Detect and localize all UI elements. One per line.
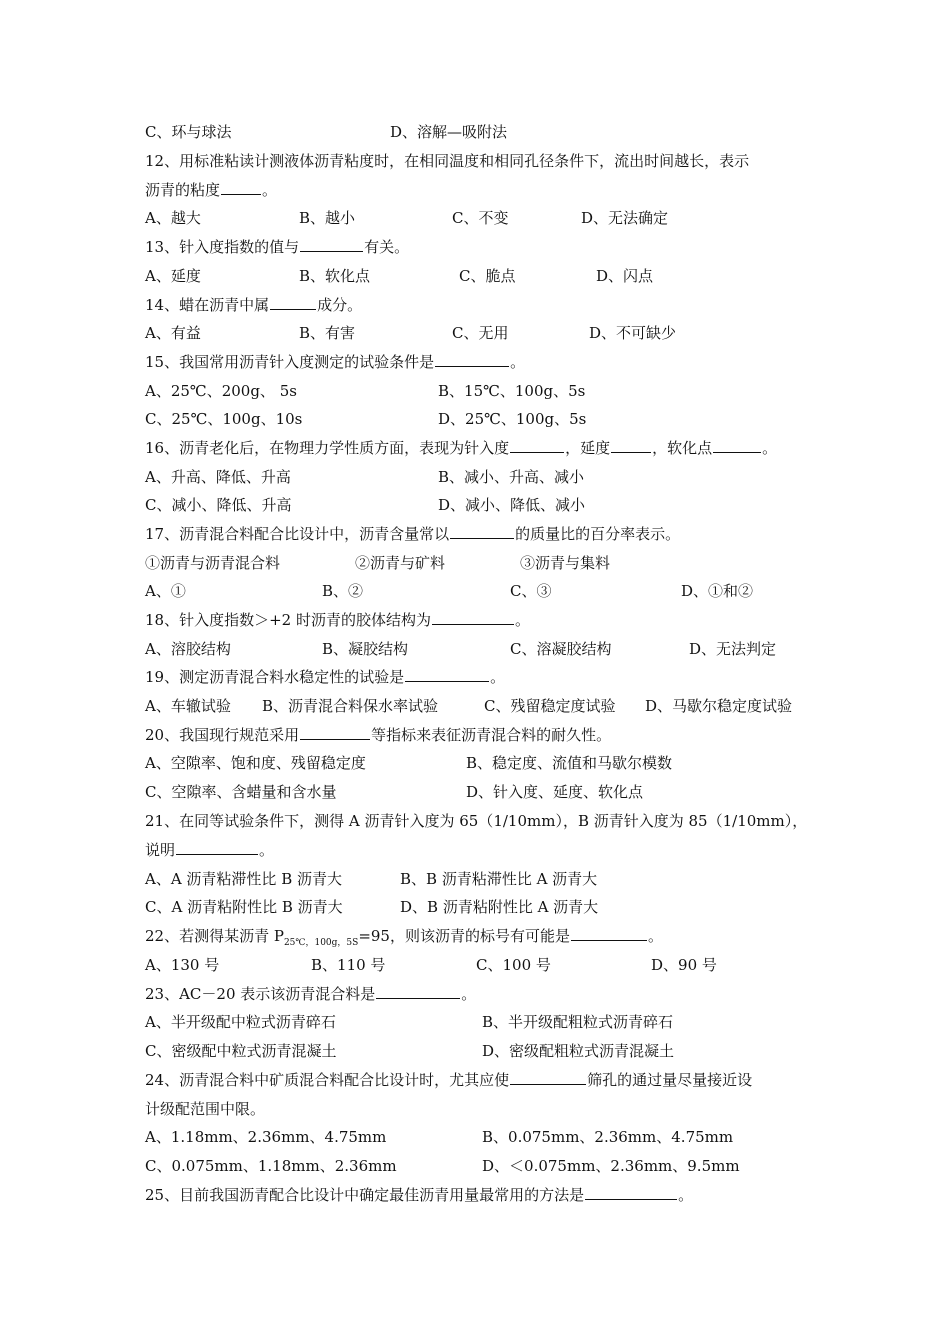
- answer-blank: [176, 840, 258, 855]
- option-q13-c: C、脆点: [459, 267, 516, 285]
- option-q14-b: B、有害: [299, 324, 356, 342]
- option-q16-d: D、减小、降低、减小: [438, 496, 586, 514]
- question-24-cont: 计级配范围中限。: [145, 1100, 266, 1118]
- question-text: 20、我国现行规范采用: [145, 726, 300, 744]
- option-q22-b: B、110 号: [311, 956, 386, 974]
- question-text: 22、若测得某沥青 P: [145, 927, 284, 945]
- question-text: 13、针入度指数的值与: [145, 238, 300, 256]
- option-q21-a: A、A 沥青粘滞性比 B 沥青大: [145, 870, 342, 888]
- question-25: [145, 1185, 693, 1205]
- option-q22-c: C、100 号: [476, 956, 551, 974]
- question-14: [145, 295, 362, 315]
- answer-blank: [300, 725, 370, 740]
- option-q16-b: B、减小、升高、减小: [438, 468, 585, 486]
- option-q15-b: B、15℃、100g、5s: [438, 382, 586, 400]
- option-q21-b: B、B 沥青粘滞性比 A 沥青大: [400, 870, 598, 888]
- question-text: 。: [490, 668, 506, 686]
- option-q16-a: A、升高、降低、升高: [145, 468, 291, 486]
- option-q14-d: D、不可缺少: [589, 324, 677, 342]
- option-q14-a: A、有益: [145, 324, 201, 342]
- option-q11-c: C、环与球法: [145, 123, 232, 141]
- question-text: 15、我国常用沥青针入度测定的试验条件是: [145, 353, 435, 371]
- option-q24-a: A、1.18mm、2.36mm、4.75mm: [145, 1128, 387, 1146]
- option-q13-b: B、软化点: [299, 267, 371, 285]
- option-q18-a: A、溶胶结构: [145, 640, 231, 658]
- option-q12-a: A、越大: [145, 209, 201, 227]
- question-21-cont: [145, 840, 274, 860]
- question-text: 23、AC－20 表示该沥青混合料是: [145, 985, 376, 1003]
- question-text: ，软化点: [652, 439, 713, 457]
- answer-blank: [450, 524, 514, 539]
- question-text: 17、沥青混合料配合比设计中，沥青含量常以: [145, 525, 450, 543]
- question-text: 的质量比的百分率表示。: [515, 525, 681, 543]
- question-text: 有关。: [364, 238, 410, 256]
- option-q24-d: D、＜0.075mm、2.36mm、9.5mm: [482, 1157, 740, 1175]
- option-q19-d: D、马歇尔稳定度试验: [645, 697, 793, 715]
- question-text: 。: [762, 439, 778, 457]
- question-12-cont: [145, 180, 277, 200]
- option-q17-a: A、①: [145, 582, 186, 600]
- option-q12-d: D、无法确定: [581, 209, 669, 227]
- option-q20-a: A、空隙率、饱和度、残留稳定度: [145, 754, 366, 772]
- question-13: [145, 237, 409, 257]
- question-text: 25、目前我国沥青配合比设计中确定最佳沥青用量最常用的方法是: [145, 1186, 585, 1204]
- question-22: [145, 926, 663, 946]
- answer-blank: [510, 438, 564, 453]
- question-19: [145, 667, 505, 687]
- question-23: [145, 984, 476, 1004]
- option-q22-d: D、90 号: [651, 956, 717, 974]
- question-text: 。: [262, 181, 278, 199]
- question-21: 21、在同等试验条件下，测得 A 沥青针入度为 65（1/10mm），B 沥青针入度为 85（1/10mm），: [145, 812, 808, 830]
- answer-blank: [713, 438, 761, 453]
- option-q20-c: C、空隙率、含蜡量和含水量: [145, 783, 337, 801]
- option-q15-a: A、25℃、200g、 5s: [145, 382, 297, 400]
- option-q14-c: C、无用: [452, 324, 509, 342]
- option-q19-a: A、车辙试验: [145, 697, 231, 715]
- question-text: 18、针入度指数＞+2 时沥青的胶体结构为: [145, 611, 431, 629]
- question-text: 说明: [145, 841, 176, 859]
- question-text: 14、蜡在沥青中属: [145, 296, 270, 314]
- option-q17-c: C、③: [510, 582, 552, 600]
- question-text: 19、测定沥青混合料水稳定性的试验是: [145, 668, 405, 686]
- option-q21-d: D、B 沥青粘附性比 A 沥青大: [400, 898, 599, 916]
- answer-blank: [376, 984, 460, 999]
- option-q23-a: A、半开级配中粒式沥青碎石: [145, 1013, 336, 1031]
- option-q18-d: D、无法判定: [689, 640, 777, 658]
- question-text: 。: [678, 1186, 694, 1204]
- question-16: [145, 438, 777, 458]
- option-q17-b: B、②: [322, 582, 364, 600]
- question-text: 成分。: [317, 296, 363, 314]
- option-q23-d: D、密级配粗粒式沥青混凝土: [482, 1042, 675, 1060]
- question-20: [145, 725, 611, 745]
- question-text: 筛孔的通过量尽量接近设: [587, 1071, 753, 1089]
- question-text: 。: [461, 985, 477, 1003]
- answer-blank: [405, 667, 489, 682]
- question-text: 沥青的粘度: [145, 181, 221, 199]
- option-q16-c: C、减小、降低、升高: [145, 496, 292, 514]
- question-text: 16、沥青老化后，在物理力学性质方面，表现为针入度: [145, 439, 510, 457]
- answer-blank: [432, 610, 514, 625]
- option-q12-b: B、越小: [299, 209, 356, 227]
- question-text: 。: [510, 353, 526, 371]
- answer-blank: [510, 1070, 586, 1085]
- option-q19-b: B、沥青混合料保水率试验: [262, 697, 439, 715]
- question-text: =95，则该沥青的标号有可能是: [358, 927, 570, 945]
- option-q13-a: A、延度: [145, 267, 201, 285]
- question-text: 。: [514, 611, 530, 629]
- answer-blank: [571, 926, 647, 941]
- question-17: [145, 524, 680, 544]
- option-q15-d: D、25℃、100g、5s: [438, 410, 587, 428]
- option-q20-d: D、针入度、延度、软化点: [466, 783, 644, 801]
- question-24: [145, 1070, 752, 1090]
- option-q17-d: D、①和②: [681, 582, 754, 600]
- option-q13-d: D、闪点: [596, 267, 654, 285]
- option-q15-c: C、25℃、100g、10s: [145, 410, 303, 428]
- option-q12-c: C、不变: [452, 209, 509, 227]
- subscript-test-conditions: 25℃，100g，5S: [283, 938, 359, 948]
- option-q23-c: C、密级配中粒式沥青混凝土: [145, 1042, 337, 1060]
- statement-q17-2: ②沥青与矿料: [355, 554, 446, 572]
- option-q24-b: B、0.075mm、2.36mm、4.75mm: [482, 1128, 734, 1146]
- answer-blank: [270, 295, 316, 310]
- option-q21-c: C、A 沥青粘附性比 B 沥青大: [145, 898, 343, 916]
- question-18: [145, 610, 530, 630]
- question-text: ，延度: [565, 439, 611, 457]
- statement-q17-3: ③沥青与集料: [520, 554, 611, 572]
- question-text: 。: [647, 927, 663, 945]
- option-q20-b: B、稳定度、流值和马歇尔模数: [466, 754, 673, 772]
- option-q18-b: B、凝胶结构: [322, 640, 409, 658]
- option-q19-c: C、残留稳定度试验: [484, 697, 616, 715]
- question-12: 12、用标准粘读计测液体沥青粘度时，在相同温度和相同孔径条件下，流出时间越长，表示: [145, 152, 750, 170]
- option-q18-c: C、溶凝胶结构: [510, 640, 612, 658]
- answer-blank: [611, 438, 651, 453]
- option-q23-b: B、半开级配粗粒式沥青碎石: [482, 1013, 674, 1031]
- question-text: 24、沥青混合料中矿质混合料配合比设计时，尤其应使: [145, 1071, 510, 1089]
- option-q22-a: A、130 号: [145, 956, 220, 974]
- answer-blank: [221, 180, 261, 195]
- option-q11-d: D、溶解—吸附法: [390, 123, 508, 141]
- question-15: [145, 352, 525, 372]
- question-text: 。: [259, 841, 275, 859]
- statement-q17-1: ①沥青与沥青混合料: [145, 554, 281, 572]
- answer-blank: [300, 237, 363, 252]
- question-text: 等指标来表征沥青混合料的耐久性。: [371, 726, 612, 744]
- option-q24-c: C、0.075mm、1.18mm、2.36mm: [145, 1157, 397, 1175]
- answer-blank: [585, 1185, 677, 1200]
- answer-blank: [435, 352, 509, 367]
